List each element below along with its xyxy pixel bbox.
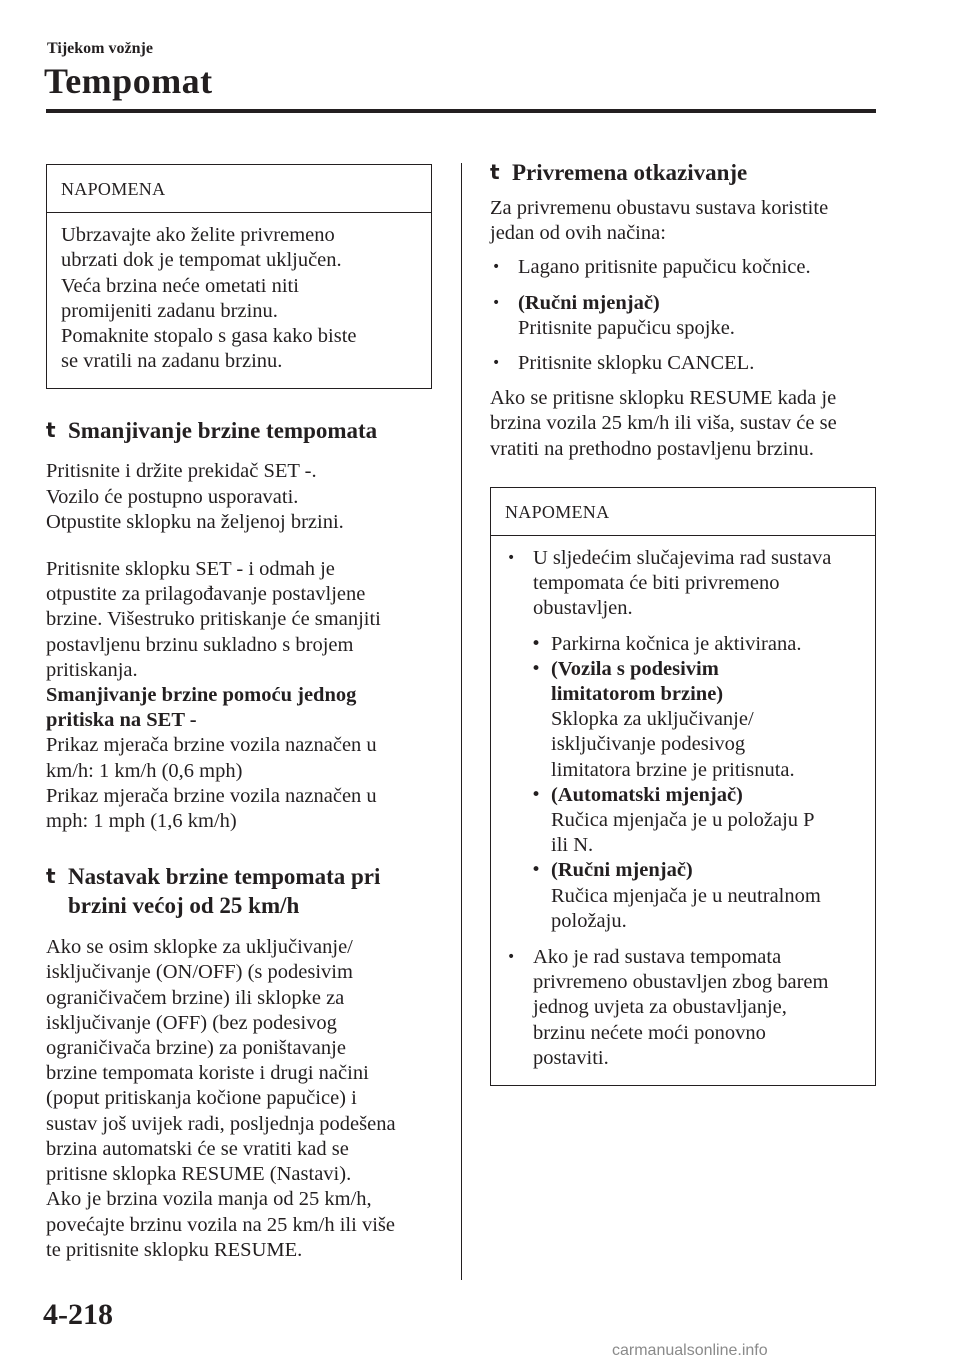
bullet-text (533, 546, 831, 622)
text-line: pritisne sklopka RESUME (Nastavi). (46, 1163, 352, 1186)
text-line: Prikaz mjerača brzine vozila naznačen u (46, 734, 377, 757)
text-line: km/h: 1 km/h (0,6 mph) (46, 759, 243, 782)
bullet-line: obustavljen. (533, 597, 633, 620)
bullet-item (505, 945, 861, 1071)
watermark: carmanualsonline.info (612, 1342, 768, 1359)
sub-bullet-item (531, 632, 861, 657)
sub-bullet-bold: (Ručni mjenjač) (551, 859, 693, 882)
text-line: te pritisnite sklopku RESUME. (46, 1238, 303, 1261)
sub-bullet-bold: (Automatski mjenjač) (551, 783, 743, 806)
paragraph (490, 386, 876, 462)
text-line: povećajte brzinu vozila na 25 km/h ili više (46, 1213, 395, 1236)
bullet-icon: • (507, 550, 516, 567)
text-line: Ako je brzina vozila manja od 25 km/h, (46, 1188, 372, 1211)
note-line: ubrzati dok je tempomat uključen. (61, 249, 342, 272)
sub-bullet-text (551, 657, 795, 783)
section-heading-temporary-cancel (490, 158, 876, 187)
bullet-line: postaviti. (533, 1046, 609, 1069)
page-number: 4-218 (43, 1298, 113, 1331)
bullet-icon: • (507, 949, 516, 966)
note-title: NAPOMENA (491, 488, 875, 536)
bullet-icon: • (492, 355, 501, 372)
bullet-item (505, 546, 861, 622)
text-line: postavljenu brzinu sukladno s brojem (46, 633, 354, 656)
sub-bullet-bold: (Vozila s podesivim (551, 657, 719, 680)
text-line: ograničivača brzine) za poništavanje (46, 1037, 346, 1060)
sub-bullet-line: limitatora brzine je pritisnuta. (551, 758, 795, 781)
bullet-text (518, 291, 735, 341)
bullet-item (490, 291, 876, 341)
sub-bullet-line: ili N. (551, 834, 594, 857)
sub-bullet-line: Ručica mjenjača je u položaju P (551, 809, 815, 832)
note-line: Pomaknite stopalo s gasa kako biste (61, 325, 357, 348)
text-line: Prikaz mjerača brzine vozila naznačen u (46, 784, 377, 807)
title-rule (46, 109, 876, 113)
sub-bullet-text (551, 783, 815, 859)
heading-line: Nastavak brzine tempomata pri (68, 864, 381, 890)
text-line: ograničivačem brzine) ili sklopke za (46, 986, 345, 1009)
text-line: brzine. Višestruko pritiskanje će smanjiti (46, 608, 381, 631)
section-marker-icon: t (490, 160, 500, 184)
note-line: Veća brzina neće ometati niti (61, 274, 299, 297)
text-line: Za privremenu obustavu sustava koristite (490, 197, 829, 219)
bold-subheading: Smanjivanje brzine pomoću jednog (46, 684, 357, 707)
paragraph (46, 935, 432, 1263)
bullet-line: U sljedećim slučajevima rad sustava (533, 547, 832, 570)
heading-line: brzini većoj od 25 km/h (68, 893, 300, 919)
text-line: sustav još uvijek radi, posljednja podešena (46, 1112, 396, 1135)
bold-subheading: pritiska na SET - (46, 709, 197, 732)
text-line: pritiskanja. (46, 658, 138, 681)
right-column (490, 160, 876, 1086)
paragraph (46, 459, 432, 535)
sub-bullet-line: isključivanje podesivog (551, 733, 746, 756)
bullet-item (490, 351, 876, 376)
section-marker-icon: t (46, 418, 56, 443)
text-line: Vozilo će postupno usporavati. (46, 485, 299, 508)
text-line: isključivanje (OFF) (bez podesivog (46, 1011, 337, 1034)
sub-bullet-line: položaju. (551, 909, 627, 932)
column-divider (461, 163, 462, 1280)
sub-bullet-icon: • (531, 633, 542, 654)
paragraph (46, 557, 432, 834)
left-column (46, 164, 432, 1263)
bullet-line: brzinu nećete moći ponovno (533, 1021, 766, 1044)
note-box-2 (490, 487, 876, 1086)
bullet-line: privremeno obustavljen zbog barem (533, 971, 829, 994)
sub-bullet-icon: • (531, 658, 542, 679)
bullet-line: tempomata će biti privremeno (533, 572, 780, 595)
sub-list (531, 632, 861, 934)
text-line: Ako se pritisne sklopku RESUME kada je (490, 387, 837, 410)
text-line: otpustite za prilagođavanje postavljene (46, 583, 366, 606)
note-line: promijeniti zadanu brzinu. (61, 299, 278, 322)
sub-bullet-item (531, 783, 861, 859)
bullet-item (490, 255, 876, 280)
section-heading-text: Smanjivanje brzine tempomata (68, 418, 378, 444)
section-heading-speed-decrease (46, 416, 432, 445)
text-line: isključivanje (ON/OFF) (s podesivim (46, 961, 353, 984)
text-line: brzina automatski će se vratiti kad se (46, 1137, 349, 1160)
text-line: vratiti na prethodno postavljenu brzinu. (490, 437, 814, 460)
bullet-line: Ako je rad sustava tempomata (533, 946, 782, 969)
text-line: Pritisnite sklopku SET - i odmah je (46, 558, 335, 581)
sub-bullet-line: Ručica mjenjača je u neutralnom (551, 884, 821, 907)
bullet-text: Pritisnite sklopku CANCEL. (518, 352, 755, 375)
sub-bullet-item (531, 657, 861, 783)
bullet-bold-label: (Ručni mjenjač) (518, 291, 660, 314)
section-heading-text (68, 862, 380, 920)
section-heading-resume (46, 862, 432, 920)
sub-bullet-icon: • (531, 860, 542, 881)
sub-bullet-text: Parkirna kočnica je aktivirana. (551, 632, 802, 655)
sub-bullet-icon: • (531, 784, 542, 805)
text-line: Ako se osim sklopke za uključivanje/ (46, 936, 353, 959)
section-marker-icon: t (46, 864, 56, 889)
text-line: Otpustite sklopku na željenoj brzini. (46, 510, 344, 533)
text-line: jedan od ovih načina: (490, 222, 666, 245)
sub-bullet-bold: limitatorom brzine) (551, 683, 724, 706)
text-line: (poput pritiskanja kočione papučice) i (46, 1087, 357, 1110)
bullet-icon: • (492, 259, 501, 276)
bullet-text: Lagano pritisnite papučicu kočnice. (518, 256, 811, 279)
paragraph (490, 196, 876, 246)
bullet-line: Pritisnite papučicu spojke. (518, 316, 735, 339)
text-line: brzine tempomata koriste i drugi načini (46, 1062, 369, 1085)
note-title: NAPOMENA (47, 165, 431, 213)
note-body (491, 536, 875, 1085)
note-body (47, 213, 431, 388)
bullet-icon: • (492, 294, 501, 311)
text-line: brzina vozila 25 km/h ili viša, sustav će se (490, 412, 837, 435)
note-box-1 (46, 164, 432, 389)
text-line: Pritisnite i držite prekidač SET -. (46, 460, 317, 483)
bullet-line: jednog uvjeta za obustavljanje, (533, 996, 787, 1019)
sub-bullet-text (551, 858, 821, 934)
note-line: Ubrzavajte ako želite privremeno (61, 224, 335, 247)
bullet-text (533, 945, 828, 1071)
note-line: se vratili na zadanu brzinu. (61, 350, 283, 373)
section-heading-text: Privremena otkazivanje (512, 160, 748, 185)
section-label: Tijekom vožnje (47, 40, 153, 57)
sub-bullet-item (531, 858, 861, 934)
page-title: Tempomat (44, 61, 213, 101)
text-line: mph: 1 mph (1,6 km/h) (46, 810, 237, 833)
sub-bullet-line: Sklopka za uključivanje/ (551, 708, 754, 731)
